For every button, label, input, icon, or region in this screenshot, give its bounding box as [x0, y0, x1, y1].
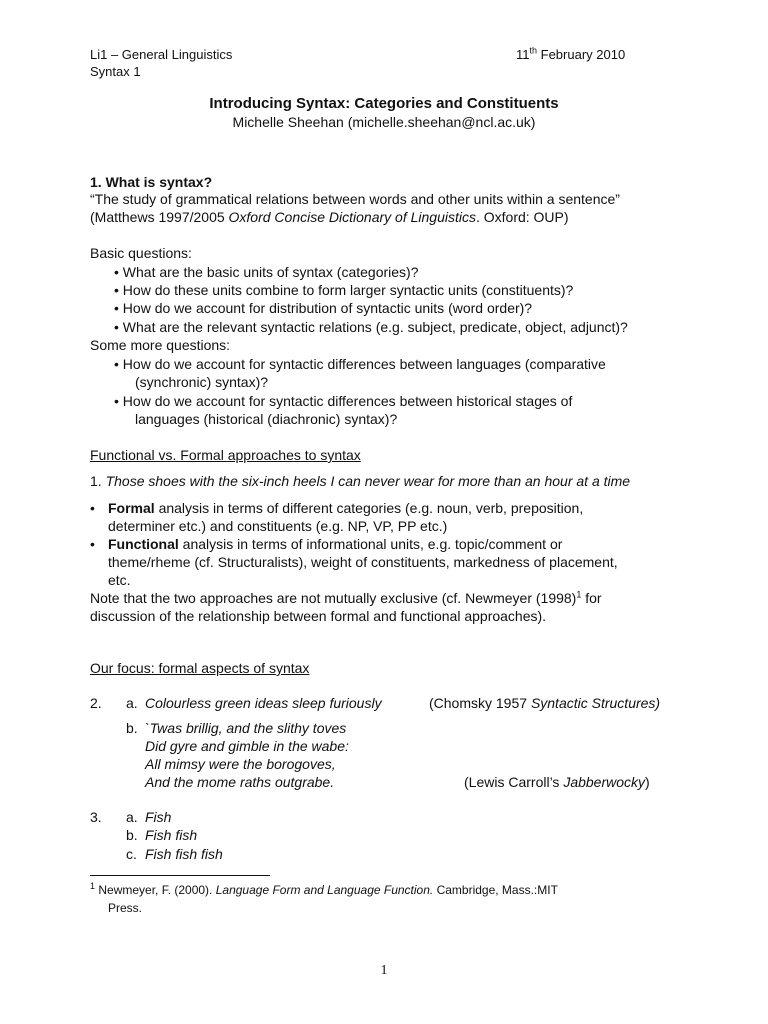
example-1: 1. Those shoes with the six-inch heels I can never wear for more than an hour at a time	[90, 473, 631, 489]
functional-definition: Functional analysis in terms of informational units, e.g. topic/comment or	[108, 536, 563, 552]
footnote-cont: Press.	[108, 901, 143, 915]
definition-citation: (Matthews 1997/2005 Oxford Concise Dictionary of Linguistics. Oxford: OUP)	[90, 209, 569, 225]
footnote: $^1$ Newmeyer, F. (2000). Language Form and Language Function. Cambridge, Mass.:MIT	[90, 881, 558, 897]
example-3a-label: a.	[126, 809, 138, 825]
bullet-icon: •	[90, 500, 95, 516]
bullet-icon: •	[114, 282, 119, 298]
bullet-icon: •	[114, 264, 119, 280]
basic-questions-label: Basic questions:	[90, 245, 192, 261]
example-2a-text: Colourless green ideas sleep furiously	[145, 695, 382, 711]
formal-definition-cont: determiner etc.) and constituents (e.g. NP, VP, PP etc.)	[108, 518, 448, 534]
focus-heading: Our focus: formal aspects of syntax	[90, 660, 310, 676]
poem-line: Did gyre and gimble in the wabe:	[145, 738, 349, 754]
basic-question-item: • What are the basic units of syntax (categories)?	[114, 264, 419, 280]
example-3b-label: b.	[126, 827, 138, 843]
example-3-number: 3.	[90, 809, 102, 825]
example-2a-label: a.	[126, 695, 138, 711]
footnote-divider	[90, 875, 270, 876]
bullet-icon: •	[114, 319, 119, 335]
bullet-icon: •	[114, 300, 119, 316]
bullet-icon: •	[114, 356, 119, 372]
formal-definition: Formal analysis in terms of different categories (e.g. noun, verb, preposition,	[108, 500, 584, 516]
example-2-number: 2.	[90, 695, 102, 711]
bullet-icon: •	[90, 536, 95, 552]
author-line: Michelle Sheehan (michelle.sheehan@ncl.ac.uk)	[232, 114, 536, 130]
functional-definition-cont: etc.	[108, 572, 131, 588]
definition-quote: “The study of grammatical relations between words and other units within a sentence”	[90, 191, 620, 207]
header-section: Syntax 1	[90, 64, 141, 79]
approaches-heading: Functional vs. Formal approaches to syntax	[90, 447, 361, 463]
poem-line: All mimsy were the borogoves,	[145, 756, 336, 772]
basic-question-item: • How do we account for distribution of syntactic units (word order)?	[114, 300, 533, 316]
more-question-item: • How do we account for syntactic differences between historical stages of	[114, 393, 573, 409]
basic-question-item: • What are the relevant syntactic relations (e.g. subject, predicate, object, adjunct)?	[114, 319, 628, 335]
example-3a-text: Fish	[145, 809, 172, 825]
example-2b-citation: (Lewis Carroll’s Jabberwocky)	[464, 774, 650, 790]
example-3c-text: Fish fish fish	[145, 846, 223, 862]
page-number: 1	[380, 963, 388, 978]
bullet-icon: •	[114, 393, 119, 409]
more-question-item-cont: (synchronic) syntax)?	[135, 374, 269, 390]
approaches-note: Note that the two approaches are not mutually exclusive (cf. Newmeyer $(1998)^1$ for	[90, 589, 602, 606]
footnote-ref[interactable]: 1	[576, 589, 582, 600]
approaches-note-cont: discussion of the relationship between formal and functional approaches).	[90, 608, 547, 624]
example-2a-citation: (Chomsky 1957 Syntactic Structures)	[429, 695, 661, 711]
section-heading-what-is-syntax: 1. What is syntax?	[90, 174, 213, 190]
more-question-item: • How do we account for syntactic differences between languages (comparative	[114, 356, 606, 372]
header-date: 11th February 2010	[516, 45, 626, 62]
example-2b-label: b.	[126, 720, 138, 736]
functional-definition-cont: theme/rheme (cf. Structuralists), weight of constituents, markedness of placement,	[108, 554, 618, 570]
header-course: Li1 – General Linguistics	[90, 47, 233, 62]
more-question-item-cont: languages (historical (diachronic) syntax)?	[135, 411, 398, 427]
example-3c-label: c.	[126, 846, 137, 862]
poem-line: And the mome raths outgrabe.	[145, 774, 335, 790]
basic-question-item: • How do these units combine to form larger syntactic units (constituents)?	[114, 282, 574, 298]
more-questions-label: Some more questions:	[90, 337, 231, 353]
example-3b-text: Fish fish	[145, 827, 198, 843]
page-title: Introducing Syntax: Categories and Constituents	[209, 95, 559, 112]
poem-line: `Twas brillig, and the slithy toves	[145, 720, 347, 736]
